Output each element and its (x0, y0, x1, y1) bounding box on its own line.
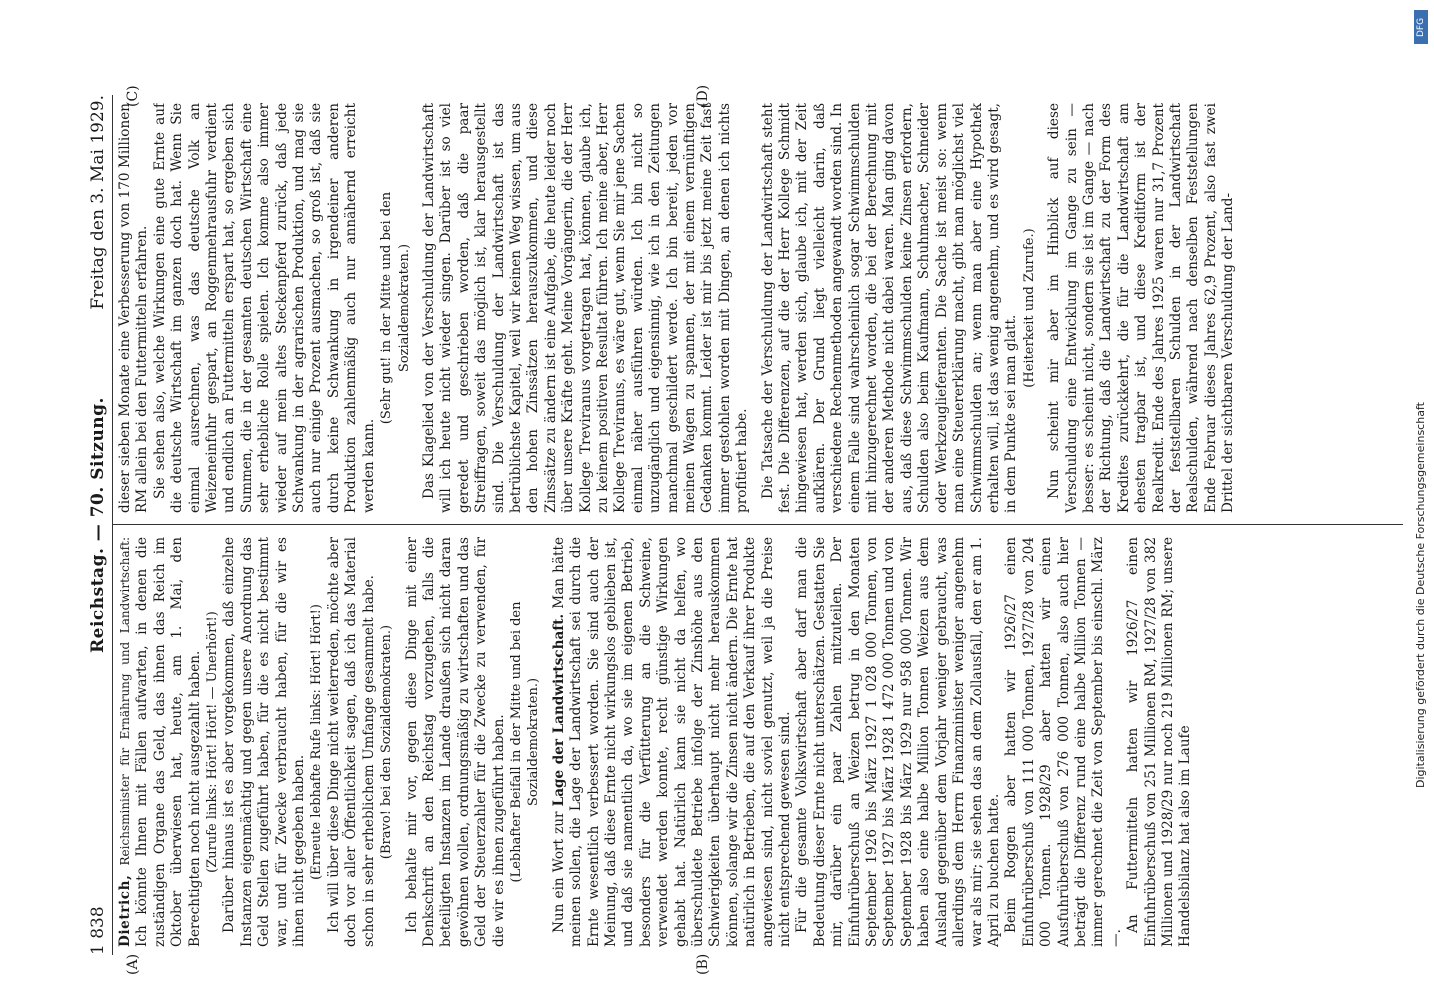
margin-letter-b: (B) (695, 953, 711, 975)
paragraph (551, 537, 795, 947)
dfg-credit-text: Digitalisierung gefördert durch die Deutsche Forschungsgemeinschaft (1414, 402, 1427, 788)
paragraph: Ich behalte mir vor, gegen diese Dinge mit einer Denkschrift an den Reichstag vorzugehen, falls die beteiligten Instanzen im Lande draußen sich nicht daran gewöhnen wollen, ordnungsmäßig zu wirtschaften und das Geld der Steuerzahler für die Zwecke zu verwenden, für die wir es ihnen zugeführt haben. (403, 537, 507, 947)
speaker-name: Dietrich, (117, 874, 133, 947)
paragraph: Das Klagelied von der Verschuldung der Landwirtschaft will ich heute nicht wieder singen. Darüber ist so viel geredet und geschrieben worden, daß die paar Streiffragen, soweit das möglich ist, klar herausgestellt sind. Die Verschuldung der Landwirtschaft ist das betrüblichste Kapitel, weil wir keinen Weg wissen, um aus den hohen Zinssätzen herauszukommen, und diese Zinssätze zu ändern ist eine Aufgabe, die heute leider noch über unsere Kräfte geht. Meine Vorgängerin, die der Herr Kollege Treviranus vorgetragen hat, können, glaube ich, zu keinem positiven Resultat führen. Ich meine aber, Herr Kollege Treviranus, es wäre gut, wenn Sie mir jene Sachen einmal näher ausführen würden. Ich bin nicht so unzugänglich und eigensinnig, wie ich in den Zeitungen manchmal geschildert werde. Ich bin bereit, jeden vor meinen Wagen zu spannen, der mit einem vernünftigen Gedanken kommt. Leider ist mir bis jetzt meine Zeit fast immer gestohlen worden mit Dingen, an denen ich nichts profitiert habe. (420, 103, 751, 513)
paragraph-lead: Nun ein Wort zur (550, 811, 567, 933)
paragraph: Ich könnte Ihnen mit Fällen aufwarten, in denen die zuständigen Organe das Geld, das ihnen das Reich im Oktober überwiesen hat, heute, am 1. Mai, den Berechtigten noch nicht ausgezahlt haben. (134, 537, 203, 947)
paragraph: dieser sieben Monate eine Verbesserung von 170 Millionen RM allein bei den Futtermitteln erfahren. (117, 103, 151, 513)
margin-letter-c: (C) (125, 85, 141, 107)
paragraph: Darüber hinaus ist es aber vorgekommen, daß einzelne Instanzen eigenmächtig und gegen unsere Anordnung das Geld Stellen zugeführt haben, für die es nicht bestimmt war, und für Zwecke verbraucht haben, für die wir es ihnen nicht gegeben haben. (221, 537, 308, 947)
paragraph: Sie sehen also, welche Wirkungen eine gute Ernte auf die deutsche Wirtschaft im ganzen doch hat. Wenn Sie einmal ausrechnen, was das deutsche Volk an Weizeneinfuhr gespart, an Roggenmehrausfuhr verdient und endlich an Futtermitteln erspart hat, so ergeben sich Summen, die in der gesamten deutschen Wirtschaft eine sehr erhebliche Rolle spielen. Ich komme also immer wieder auf mein altes Steckenpferd zurück, daß jede Schwankung in der agrarischen Produktion, und mag sie auch nur einige Prozent ausmachen, so groß ist, daß sie durch keine Schwankung in irgendeiner anderen Produktion zahlenmäßig auch nur annähernd erreicht werden kann. (151, 103, 377, 513)
header-rule (112, 95, 113, 955)
paragraph: Beim Roggen aber hatten wir 1926/27 einen Einfuhrüberschuß von 111 000 Tonnen, 1927/28 von 204 000 Tonnen. 1928/29 aber hatten wir einen Ausfuhrüberschuß von 276 000 Tonnen, also auch hier beträgt die Differenz rund eine halbe Million Tonnen — immer gerechnet die Zeit von September bis einschl. März —. (1003, 537, 1124, 947)
interjection: (Sehr gut! in der Mitte und bei den Sozialdemokraten.) (379, 191, 412, 425)
speaker-line (117, 537, 204, 947)
paragraph: Ich will über diese Dinge nicht weiterreden, möchte aber doch vor aller Öffentlichkeit sagen, daß ich das Material schon in sehr erheblichem Umfange gesammelt habe. (325, 537, 377, 947)
interjection: (Bravo! bei den Sozialdemokraten.) (379, 624, 395, 860)
right-column (117, 103, 1397, 513)
dfg-sidenote (1414, 0, 1428, 1000)
dfg-logo: DFG (1414, 10, 1428, 44)
session-title: Reichstag. — 70. Sitzung. (88, 397, 108, 653)
margin-letter-a: (A) (125, 953, 141, 975)
paragraph: Die Tatsache der Verschuldung der Landwirtschaft steht fest. Die Differenzen, auf die der Herr Kollege Schmidt hingewiesen hat, werden sich, glaube ich, mit der Zeit aufklären. Der Grund liegt vielleicht darin, daß verschiedene Rechenmethoden angewandt worden sind. In einem Falle sind wahrscheinlich sogar Schwimmschulden mit hinzugerechnet worden, die bei der Berechnung mit der anderen Methode nicht dabei waren. Man ging davon aus, daß diese Schwimmschulden keine Zinsen erfordern, Schulden also beim Kaufmann, Schuhmacher, Schneider oder Werkzeuglieferanten. Die Sache ist meist so: wenn man eine Steuererklärung macht, gibt man möglichst viel Schwimmschulden an; wenn man aber eine Hypothek erhalten will, ist das wenig angenehm, und es wird gesagt, in dem Punkte sei man glatt. (759, 103, 1020, 513)
paragraph: Für die gesamte Volkswirtschaft aber darf man die Bedeutung dieser Ernte nicht unterschätzen. Gestatten Sie mir, darüber ein paar Zahlen mitzuteilen. Der Einfuhrüberschuß an Weizen betrug in den Monaten September 1926 bis März 1927 1 028 000 Tonnen, von September 1927 bis März 1928 1 472 000 Tonnen und von September 1928 bis März 1929 nur 958 000 Tonnen. Wir haben also eine halbe Million Tonnen Weizen aus dem Ausland gegenüber dem Vorjahr weniger gebraucht, was allerdings dem Herrn Finanzminister weniger angenehm war als mir; sie sehen das an dem Zollausfall, den er am 1. April zu buchen hatte. (794, 537, 1002, 947)
paragraph: Nun scheint mir aber im Hinblick auf diese Verschuldung eine Entwicklung im Gange zu sein — besser: es scheint nicht, sondern sie ist im Gange — nach der Richtung, daß die Landwirtschaft zu der Form des Kredites zurückkehrt, die für die Landwirtschaft am ehesten tragbar ist, und diese Kreditform ist der Realkredit. Ende des Jahres 1925 waren nur 31,7 Prozent der feststellbaren Schulden in der Landwirtschaft Realschulden, während nach denselben Feststellungen Ende Februar dieses Jahres 62,9 Prozent, also fast zwei Drittel der sichtbaren Verschuldung der Land- (1046, 103, 1237, 513)
paragraph: An Futtermitteln hatten wir 1926/27 einen Einfuhrüberschuß von 251 Millionen RM, 1927/28 von 382 Millionen und 1928/29 nur noch 219 Millionen RM; unsere Handelsbilanz hat also im Laufe (1125, 537, 1194, 947)
left-column (117, 537, 1397, 947)
interjection: (Zurufe links: Hört! Hört! — Unerhört!) (205, 611, 221, 873)
page-number: 1 838 (88, 906, 108, 955)
session-date: Freitag den 3. Mai 1929. (88, 95, 108, 310)
interjection: (Erneute lebhafte Rufe links: Hört! Hört!) (309, 604, 325, 880)
margin-letter-d: (D) (695, 84, 711, 107)
document-page (85, 84, 1405, 975)
interjection: (Heiterkeit und Zurufe.) (1021, 228, 1037, 388)
paragraph-body: Man hätte meinen sollen, die Lage der Landwirtschaft sei durch die Ernte wesentlich verbessert worden. Sie sind auch der Meinung, daß diese Ernte nicht wirkungslos geblieben ist, und daß sie namentlich da, wo sie im eigenen Betrieb, besonders für die Verfütterung an die Schweine, verwendet werden konnte, recht günstige Wirkungen gehabt hat. Natürlich kann sie nicht da helfen, wo überschuldete Betriebe infolge der Zinshöhe aus den Schwierigkeiten überhaupt nicht mehr herauskommen können, solange wir die Zinsen nicht ändern. Die Ernte hat natürlich in Betrieben, die auf den Verkauf ihrer Produkte angewiesen sind, nicht soviel genutzt, weil ja die Preise nicht entsprechend gewesen sind. (550, 537, 794, 947)
column-divider (113, 524, 1403, 525)
interjection: (Lebhafter Beifall in der Mitte und bei den Sozialdemokraten.) (508, 601, 542, 883)
running-head (85, 95, 111, 955)
paragraph-heading: Lage der Landwirtschaft. (550, 613, 567, 807)
speaker-role: Reichsminister für Ernährung und Landwirtschaft: (118, 537, 132, 866)
